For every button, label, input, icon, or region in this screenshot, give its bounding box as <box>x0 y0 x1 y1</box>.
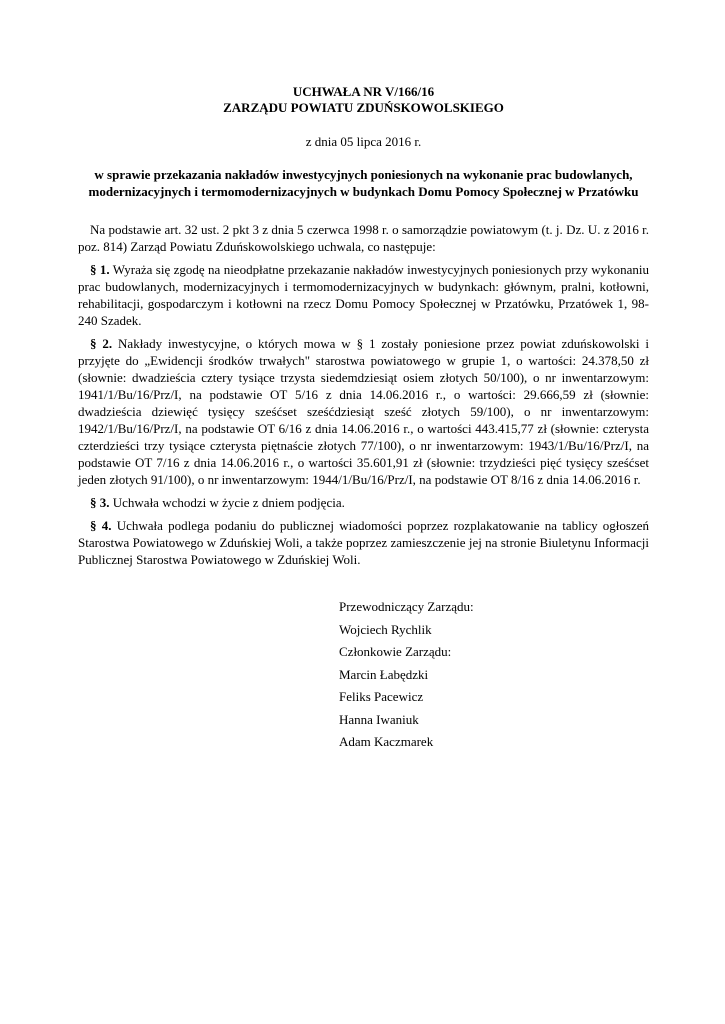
issuing-body: ZARZĄDU POWIATU ZDUŃSKOWOLSKIEGO <box>223 100 504 115</box>
paragraph-text: Nakłady inwestycyjne, o których mowa w § 1 zostały poniesione przez powiat zduńskowolski i przyjęte do „Ewidencji środków trwałych" starostwa powiatowego w grupie 1, o wartości: 24.378,50 zł (słownie: dwadzieścia cztery tysiące trzysta siedemdziesiąt osiem złotych 50/100), o nr inwentarzowym: 1941/1/Bu/16/Prz/I, na podstawie OT 5/16 z dnia 14.06.2016 r., o wartości: 29.666,59 zł (słownie: dwadzieścia dziewięć tysięcy sześćset sześćdziesiąt sześć złotych 59/100), o nr inwentarzowym: 1942/1/Bu/16/Prz/I, na podstawie OT 6/16 z dnia 14.06.2016 r., o wartości 443.415,77 zł (słownie: czterysta czterdzieści trzy tysiące czterysta piętnaście złotych 77/100), o nr inwentarzowym: 1943/1/Bu/16/Prz/I, na podstawie OT 7/16 z dnia 14.06.2016 r., o wartości 35.601,91 zł (słownie: trzydzieści pięć tysięcy sześćset jeden złotych 91/100), o nr inwentarzowym: 1944/1/Bu/16/Prz/I, na podstawie OT 8/16 z dnia 14.06.2016 r. <box>78 336 650 487</box>
signature-block <box>339 598 474 756</box>
resolution-date: z dnia 05 lipca 2016 r. <box>305 134 422 149</box>
paragraph-3 <box>78 494 649 511</box>
paragraph-label: § 1. <box>90 262 110 277</box>
resolution-subject: w sprawie przekazania nakładów inwestycyjnych poniesionych na wykonanie prac budowlanych, modernizacyjnych i termomodernizacyjnych w budynkach Domu Pomocy Społecznej w Przatówku <box>88 167 639 199</box>
member-name: Feliks Pacewicz <box>339 689 424 704</box>
members-label: Członkowie Zarządu: <box>339 644 452 659</box>
chair-label: Przewodniczący Zarządu: <box>339 599 474 614</box>
chair-name: Wojciech Rychlik <box>339 621 432 637</box>
paragraph-text: Uchwała wchodzi w życie z dniem podjęcia. <box>112 495 345 510</box>
paragraph-1 <box>78 261 649 329</box>
member-name: Hanna Iwaniuk <box>339 711 419 727</box>
paragraph-4 <box>78 517 649 568</box>
legal-basis: Na podstawie art. 32 ust. 2 pkt 3 z dnia 5 czerwca 1998 r. o samorządzie powiatowym (t. j. Dz. U. z 2016 r. poz. 814) Zarząd Powiatu Zduńskowolskiego uchwala, co następuje: <box>78 222 649 254</box>
paragraph-text: Wyraża się zgodę na nieodpłatne przekazanie nakładów inwestycyjnych poniesionych przy wykonaniu prac budowlanych, modernizacyjnych i termomodernizacyjnych w budynkach: głównym, pralni, kotłowni, rehabilitacji, gospodarczym i kotłowni na rzecz Domu Pomocy Społecznej w Przatówku, Przatówek 1, 98-240 Szadek. <box>78 262 650 328</box>
paragraph-label: § 3. <box>90 495 110 510</box>
paragraph-label: § 2. <box>90 336 113 351</box>
document-page <box>78 84 649 568</box>
paragraph-2 <box>78 335 649 488</box>
member-name: Adam Kaczmarek <box>339 734 434 749</box>
resolution-number: UCHWAŁA NR V/166/16 <box>292 84 435 99</box>
paragraph-label: § 4. <box>90 518 112 533</box>
member-name: Marcin Łabędzki <box>339 666 429 682</box>
paragraph-text: Uchwała podlega podaniu do publicznej wiadomości poprzez rozplakatowanie na tablicy ogłoszeń Starostwa Powiatowego w Zduńskiej Woli, a także poprzez zamieszczenie jej na stronie Biuletynu Informacji Publicznej Starostwa Powiatowego w Zduńskiej Woli. <box>78 518 650 567</box>
